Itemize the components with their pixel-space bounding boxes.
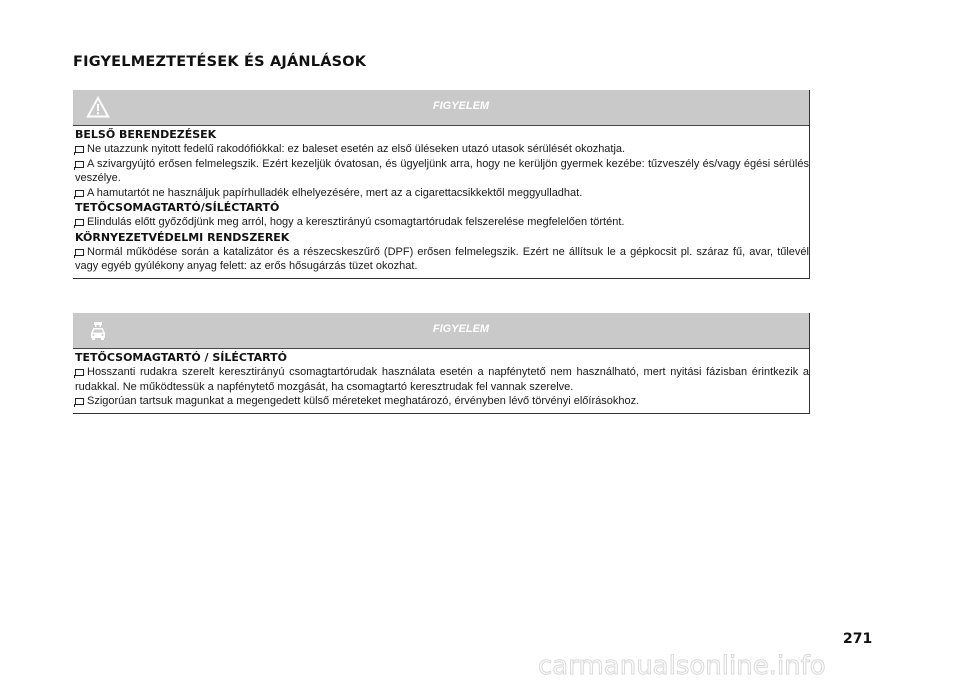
list-item: A hamutartót ne használjuk papírhulladék elhelyezésére, mert az a cigarettacsikkektől meggyulladhat. (75, 186, 809, 201)
warning-label: FIGYELEM (432, 100, 490, 112)
bullet-icon (75, 146, 84, 153)
bullet-icon (75, 161, 84, 168)
section-title: BELSŐ BERENDEZÉSEK (75, 128, 217, 141)
list-item: Hosszanti rudakra szerelt keresztirányú csomagtartórudak használata esetén a napfénytető nem használható, mert nyitási fázisban érintkezik a rudakkal. Ne működtessük a napfénytető mozgását, ha csomagtartó keresztrudak fel vannak szerelve. (75, 366, 809, 393)
watermark-logo (538, 650, 958, 680)
bullet-icon (75, 398, 84, 405)
section-title: TETŐCSOMAGTARTÓ/SÍLÉCTARTÓ (75, 201, 280, 214)
bullet-icon (75, 249, 84, 256)
bullet-icon (75, 369, 84, 376)
list-item: A szivargyújtó erősen felmelegszik. Ezért kezeljük óvatosan, és ügyeljünk arra, hogy ne kerüljön gyermek kezébe: tűzveszély és/vagy égési sérülés veszélye. (75, 157, 809, 184)
list-item: Normál működése során a katalizátor és a részecskeszűrő (DPF) erősen felmelegszik. Ezért ne állítsuk le a gépkocsit pl. száraz fű, avar, tűlevél vagy egyéb gyúlékony anyag felett: az erős hősugárzás tüzet okozhat. (75, 245, 809, 272)
section-title: TETŐCSOMAGTARTÓ / SÍLÉCTARTÓ (75, 351, 287, 364)
page-title: FIGYELMEZTETÉSEK ÉS AJÁNLÁSOK (73, 54, 367, 70)
warning-box-2 (73, 313, 810, 414)
page-number: 271 (843, 631, 873, 647)
list-item: Ne utazzunk nyitott fedelű rakodófiókkal: ez baleset esetén az első üléseken utazó utasok sérülését okozhatja. (75, 142, 809, 157)
section-title: KÖRNYEZETVÉDELMI RENDSZEREK (75, 230, 290, 244)
list-item: Elindulás előtt győződjünk meg arról, hogy a keresztirányú csomagtartórudak felszerelése megfelelően történt. (75, 215, 809, 230)
bullet-icon (75, 190, 84, 197)
warning-box-header (73, 313, 809, 349)
warning-box-header (73, 90, 809, 126)
bullet-icon (75, 219, 84, 226)
warning-label: FIGYELEM (432, 323, 490, 335)
warning-box-1 (73, 90, 810, 279)
svg-text:carmanualsonline.info: carmanualsonline.info (538, 651, 826, 680)
list-item: Szigorúan tartsuk magunkat a megengedett külső méreteket meghatározó, érvényben lévő törvényi előírásokhoz. (75, 394, 809, 409)
